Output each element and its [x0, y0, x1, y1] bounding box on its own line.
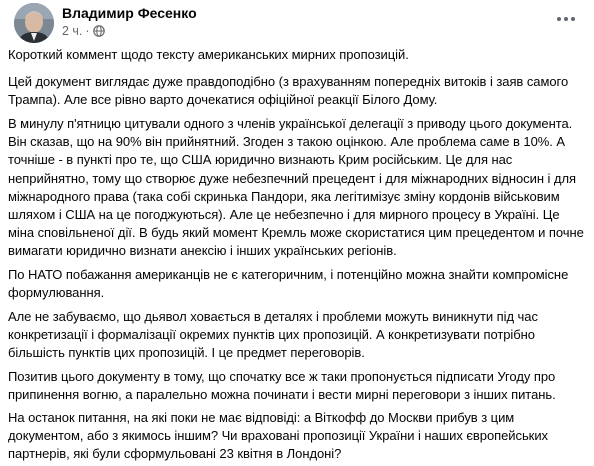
post-time[interactable]: 2 ч.: [62, 24, 83, 38]
post-paragraph-3: В минулу п'ятницю цитували одного з членів української делегації з приводу цього документа. Він сказав, що на 90% він прийнятний. Згоден з такою оцінкою. Але проблема саме в 10%. А точніше - в пункті про те, що США юридично визнають Крим російським. Це для нас неприйнятно, тому що створює дуже небезпечний прецедент і для міжнародних відносин і для міжнародного права (така собі скринька Пандори, яка легітимізує зміну кордонів військовим шляхом і США на це погоджуються). Але це небезпечно і для мирного процесу в Україні. Це міна сповільненої дії. В будь який момент Кремль може скористатися цим прецедентом и почне вимагати юридично визнати анексію і інших українських регіонів.: [8, 116, 584, 259]
author-avatar[interactable]: [14, 3, 54, 43]
post-meta: [62, 24, 105, 38]
post-paragraph-6: Позитив цього документу в тому, що спочатку все ж таки пропонується підписати Угоду про припинення вогню, а паралельно можна починати і вести мирні переговори з інших питань.: [8, 369, 556, 403]
post-paragraph-1: Короткий коммент щодо тексту американських мирних пропозицій.: [8, 47, 409, 62]
more-options-icon: [557, 17, 575, 21]
post-header: [8, 0, 586, 44]
post-paragraph-7: На останок питання, на які поки не має відповіді: а Віткофф до Москви прибув з цим документом, або з якимось іншим? Чи враховані пропозиції України і наших європейських партнерів, які були сформульовані 23 квітня в Лондоні?: [8, 410, 548, 462]
meta-separator: ·: [85, 24, 90, 38]
author-name[interactable]: Владимир Фесенко: [62, 5, 197, 21]
globe-icon[interactable]: [93, 25, 105, 37]
post-paragraph-5: Але не забуваємо, що дьявол ховається в деталях і проблеми можуть виникнути під час конкретизації і формалізації окремих пунктів цих пропозицій. А конкретизувати потрібно більшість пунктів цих пропозицій. І це предмет переговорів.: [8, 309, 538, 361]
more-options-button[interactable]: [552, 8, 580, 30]
post-paragraph-4: По НАТО побажання американців не є категоричним, і потенційно можна знайти компромісне формулювання.: [8, 267, 569, 301]
post-paragraph-2: Цей документ виглядає дуже правдоподібно (з врахуванням попередніх витоків і заяв самого Трампа). Але все рівно варто дочекатися офіційної реакції Білого Дому.: [8, 74, 569, 108]
